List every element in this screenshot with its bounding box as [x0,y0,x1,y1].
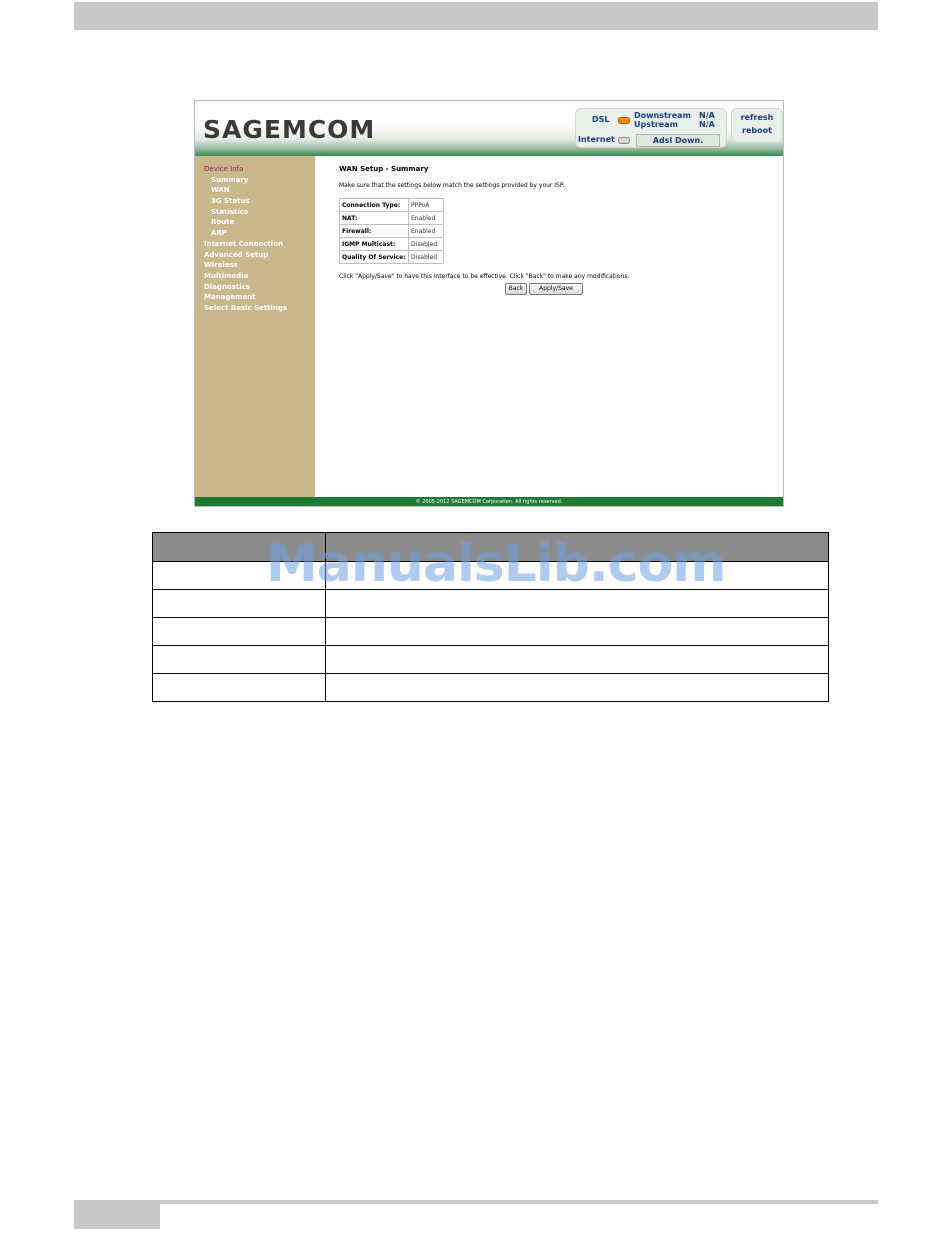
apply-save-button[interactable]: Apply/Save [529,283,583,295]
refresh-button[interactable]: refresh [740,113,774,122]
watermark: ManualsLib.com [266,534,726,594]
sidebar-item-wireless[interactable]: Wireless [204,261,238,269]
action-panel [731,108,783,143]
table-row [340,212,444,225]
table-row [340,225,444,238]
upstream-value: N/A [699,120,715,129]
sagemcom-logo: SAGEMCOM [203,115,376,144]
sidebar-nav [195,156,315,497]
table-row [153,618,829,646]
table-row [340,199,444,212]
row-value: Disabled [409,238,444,251]
back-button[interactable]: Back [505,283,527,295]
intro-text: Make sure that the settings below match the settings provided by your ISP. [339,182,565,189]
row-key: Firewall: [340,225,409,238]
page-header-bar [74,2,878,30]
table-row [340,251,444,264]
page-number-tab [74,1204,160,1229]
internet-label: Internet [578,135,615,144]
row-key: NAT: [340,212,409,225]
downstream-label: Downstream [634,111,691,120]
sidebar-item-diagnostics[interactable]: Diagnostics [204,283,250,291]
table-row [153,674,829,702]
table-row [340,238,444,251]
wan-summary-table [339,198,444,264]
apply-note: Click "Apply/Save" to have this interface to be effective. Click "Back" to make any modifications. [339,273,630,280]
page-footer-line [74,1200,878,1204]
sidebar-item-select-basic-settings[interactable]: Select Basic Settings [204,304,288,312]
sidebar-item-wan[interactable]: WAN [211,186,230,194]
dsl-led-icon [618,117,630,124]
reboot-button[interactable]: reboot [742,126,772,135]
sidebar-item-device-info[interactable]: Device Info [204,165,244,173]
row-key: Quality Of Service: [340,251,409,264]
connection-status-panel [575,108,727,148]
sidebar-item-internet-connection[interactable]: Internet Connection [204,240,283,248]
router-screenshot [194,100,784,507]
sidebar-item-3g-status[interactable]: 3G Status [211,197,250,205]
sidebar-item-management[interactable]: Management [204,293,256,301]
dsl-label: DSL [592,115,610,124]
router-header [195,101,783,156]
row-value: Enabled [409,225,444,238]
copyright-footer: © 2005-2012 SAGEMCOM Corporation. All rights reserved. [195,497,783,507]
row-value: PPPoA [409,199,444,212]
sidebar-item-multimedia[interactable]: Multimedia [204,272,249,280]
table-row [153,646,829,674]
upstream-label: Upstream [634,120,678,129]
main-content [315,156,784,497]
row-value: Enabled [409,212,444,225]
sidebar-item-arp[interactable]: ARP [211,229,227,237]
adsl-status: Adsl Down. [636,134,720,147]
sidebar-item-statistics[interactable]: Statistics [211,208,249,216]
sidebar-item-advanced-setup[interactable]: Advanced Setup [204,251,269,259]
downstream-value: N/A [699,111,715,120]
row-key: Connection Type: [340,199,409,212]
row-key: IGMP Multicast: [340,238,409,251]
row-value: Disabled [409,251,444,264]
sidebar-item-summary[interactable]: Summary [211,176,249,184]
sidebar-item-route[interactable]: Route [211,218,235,226]
internet-led-icon [618,137,630,144]
page-title: WAN Setup - Summary [339,165,429,173]
